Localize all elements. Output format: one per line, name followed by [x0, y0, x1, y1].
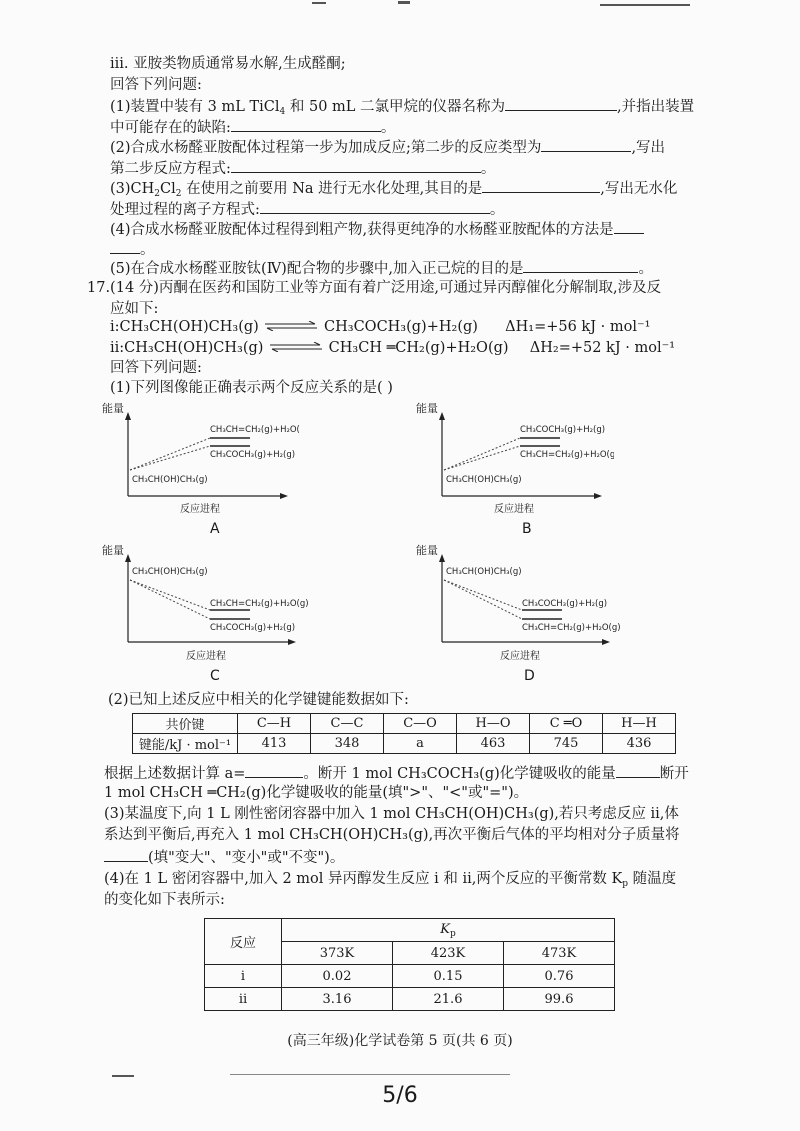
q17-3-line1: (3)某温度下,向 1 L 刚性密闭容器中加入 1 mol CH₃CH(OH)CH₃(g),若只考虑反应 ⅱ,体 [104, 806, 679, 822]
energy-diagram-c [100, 540, 310, 669]
table-header-cell: $K_p$ [282, 919, 615, 942]
table-header-cell: 423K [393, 942, 504, 965]
scan-mark-top-3 [600, 4, 690, 6]
table-header-cell: H—O [457, 714, 530, 734]
q16-3-line2: 处理过程的离子方程式: 。 [110, 199, 504, 219]
lower-product-label: CH₃CH=CH₂(g)+H₂O(g) [522, 623, 621, 633]
bond-energy-table [132, 713, 676, 754]
table-cell: 463 [457, 734, 530, 754]
table-header-cell: C ═O [530, 714, 603, 734]
q17-intro-2: 应如下: [110, 301, 159, 317]
y-axis-label: 能量 [102, 544, 124, 557]
table-header-cell: C—O [384, 714, 457, 734]
q17-2-line1: 根据上述数据计算 a= 。断开 1 mol CH₃COCH₃(g)化学键吸收的能量 断开 [104, 763, 689, 783]
table-row [205, 988, 615, 1011]
table-row-label: ⅱ [205, 988, 282, 1011]
table-header-cell: 373K [282, 942, 393, 965]
table-cell: 99.6 [504, 988, 615, 1011]
table-header-cell: H—H [603, 714, 676, 734]
page-indicator: 5/6 [382, 1083, 418, 1108]
table-header-cell: 473K [504, 942, 615, 965]
figure-label-a: A [210, 521, 220, 537]
q16-1-blank-b[interactable] [231, 117, 381, 132]
reaction-i: ⅰ:CH₃CH(OH)CH₃(g) CH₃COCH₃(g)+H₂(g) ΔH₁=+56 kJ · mol⁻¹ [110, 319, 651, 335]
table-header-cell: 反应 [205, 919, 282, 965]
scan-mark-top [312, 2, 326, 4]
table-cell: 3.16 [282, 988, 393, 1011]
table-header-cell: C—H [238, 714, 311, 734]
x-axis-label: 反应进程 [494, 504, 534, 515]
q17-2-blank-b[interactable] [616, 763, 660, 778]
q17-intro-1: 17.(14 分)丙酮在医药和国防工业等方面有着广泛用途,可通过异丙醇催化分解制取,涉及反 [87, 280, 662, 296]
q16-2-blank-a[interactable] [541, 137, 631, 152]
q16-5: (5)在合成水杨醛亚胺钛(Ⅳ)配合物的步骤中,加入正己烷的目的是 。 [110, 258, 653, 278]
table-header-cell: C—C [311, 714, 384, 734]
lower-product-label: CH₃CH=CH₂(g)+H₂O(g) [520, 450, 614, 460]
upper-product-label: CH₃COCH₃(g)+H₂(g) [522, 599, 608, 609]
reactant-label: CH₃CH(OH)CH₃(g) [446, 567, 522, 577]
q16-1-line1: (1)装置中装有 3 mL TiCl$_4$ 和 50 mL 二氯甲烷的仪器名称为 ,并指出装置 [110, 96, 694, 121]
equilibrium-arrow-icon [268, 339, 324, 357]
q17-1: (1)下列图像能正确表示两个反应关系的是( ) [110, 380, 393, 396]
q17-answer-prompt: 回答下列问题: [110, 360, 202, 376]
scan-mark-bottom [112, 1075, 134, 1077]
equilibrium-arrow-icon [263, 318, 319, 336]
q16-2-line1: (2)合成水杨醛亚胺配体过程第一步为加成反应;第二步的反应类型为 ,写出 [110, 137, 665, 157]
x-axis-label: 反应进程 [180, 504, 220, 515]
table-row [205, 965, 615, 988]
upper-product-label: CH₃CH=CH₂(g)+H₂O(g) [210, 425, 300, 435]
q16-3-line1: $(3)CH_2Cl_2$ 在使用之前要用 Na 进行无水化处理,其目的是 ,写出无水化 [110, 178, 677, 203]
answer-prompt: 回答下列问题: [110, 77, 202, 93]
figure-label-d: D [524, 668, 535, 684]
table-cell: 436 [603, 734, 676, 754]
figure-label-c: C [210, 668, 220, 684]
q16-5-blank[interactable] [523, 258, 638, 273]
q17-3-blank[interactable] [104, 847, 148, 862]
q16-4-line1: (4)合成水杨醛亚胺配体过程得到粗产物,获得更纯净的水杨醛亚胺配体的方法是 [110, 219, 644, 239]
q16-2-blank-b[interactable] [231, 158, 481, 173]
q16-4-line2: 。 [110, 239, 155, 259]
page-footer: (高三年级)化学试卷第 5 页(共 6 页) [287, 1033, 513, 1049]
energy-diagram-a [100, 398, 300, 520]
scan-mark-bottom-2 [230, 1074, 510, 1075]
lower-product-label: CH₃COCH₃(g)+H₂(g) [210, 623, 296, 633]
table-cell: 21.6 [393, 988, 504, 1011]
energy-diagram-b [414, 398, 614, 520]
y-axis-label: 能量 [416, 544, 438, 557]
scan-mark-top-2 [398, 1, 410, 4]
q17-3-line2: 系达到平衡后,再充入 1 mol CH₃CH(OH)CH₃(g),再次平衡后气体的平均相对分子质量将 [104, 827, 680, 843]
table-header-cell: 共价键 [133, 714, 238, 734]
upper-product-label: CH₃CH=CH₂(g)+H₂O(g) [210, 599, 309, 609]
q16-3-blank-b[interactable] [260, 199, 490, 214]
x-axis-label: 反应进程 [500, 651, 540, 662]
q16-4-blank-cont[interactable] [110, 239, 140, 254]
table-cell: 0.76 [504, 965, 615, 988]
q17-4-line1: (4)在 1 L 密闭容器中,加入 2 mol 异丙醇发生反应 ⅰ 和 ⅱ,两个反应的平衡常数 $K_p$ 随温度 [104, 871, 677, 889]
q16-1-blank-a[interactable] [505, 96, 617, 111]
table-cell: 413 [238, 734, 311, 754]
table-cell: 0.15 [393, 965, 504, 988]
reactant-label: CH₃CH(OH)CH₃(g) [446, 475, 522, 485]
q16-4-blank[interactable] [614, 219, 644, 234]
table-cell: 348 [311, 734, 384, 754]
table-row [133, 734, 676, 754]
reactant-label: CH₃CH(OH)CH₃(g) [132, 567, 208, 577]
y-axis-label: 能量 [416, 402, 438, 415]
table-cell: 745 [530, 734, 603, 754]
table-row-label: ⅰ [205, 965, 282, 988]
figure-label-b: B [522, 521, 532, 537]
reaction-ii: ⅱ:CH₃CH(OH)CH₃(g) CH₃CH ═CH₂(g)+H₂O(g) ΔH₂=+52 kJ · mol⁻¹ [110, 340, 676, 356]
table-cell: 0.02 [282, 965, 393, 988]
energy-diagram-d [414, 540, 624, 669]
x-axis-label: 反应进程 [186, 651, 226, 662]
lower-product-label: CH₃COCH₃(g)+H₂(g) [210, 450, 296, 460]
reactant-label: CH₃CH(OH)CH₃(g) [132, 475, 208, 485]
upper-product-label: CH₃COCH₃(g)+H₂(g) [520, 425, 606, 435]
q17-2-intro: (2)已知上述反应中相关的化学键键能数据如下: [108, 692, 409, 708]
q17-4-line2: 的变化如下表所示: [104, 892, 225, 908]
q17-3-line3: (填"变大"、"变小"或"不变")。 [104, 847, 344, 867]
table-row [133, 714, 676, 734]
item-iii: ⅲ. 亚胺类物质通常易水解,生成醛酮; [110, 56, 346, 72]
table-cell: a [384, 734, 457, 754]
table-row [205, 919, 615, 942]
q16-3-blank-a[interactable] [482, 178, 600, 193]
y-axis-label: 能量 [102, 402, 124, 415]
q17-2-line2: 1 mol CH₃CH ═CH₂(g)化学键吸收的能量(填">"、"<"或"=")。 [104, 785, 529, 801]
kp-table [204, 918, 615, 1011]
table-row-label: 键能/kJ · mol⁻¹ [133, 734, 238, 754]
q16-2-line2: 第二步反应方程式: 。 [110, 158, 495, 178]
q16-1-line2: 中可能存在的缺陷: 。 [110, 117, 395, 137]
q17-2-blank-a[interactable] [245, 763, 303, 778]
